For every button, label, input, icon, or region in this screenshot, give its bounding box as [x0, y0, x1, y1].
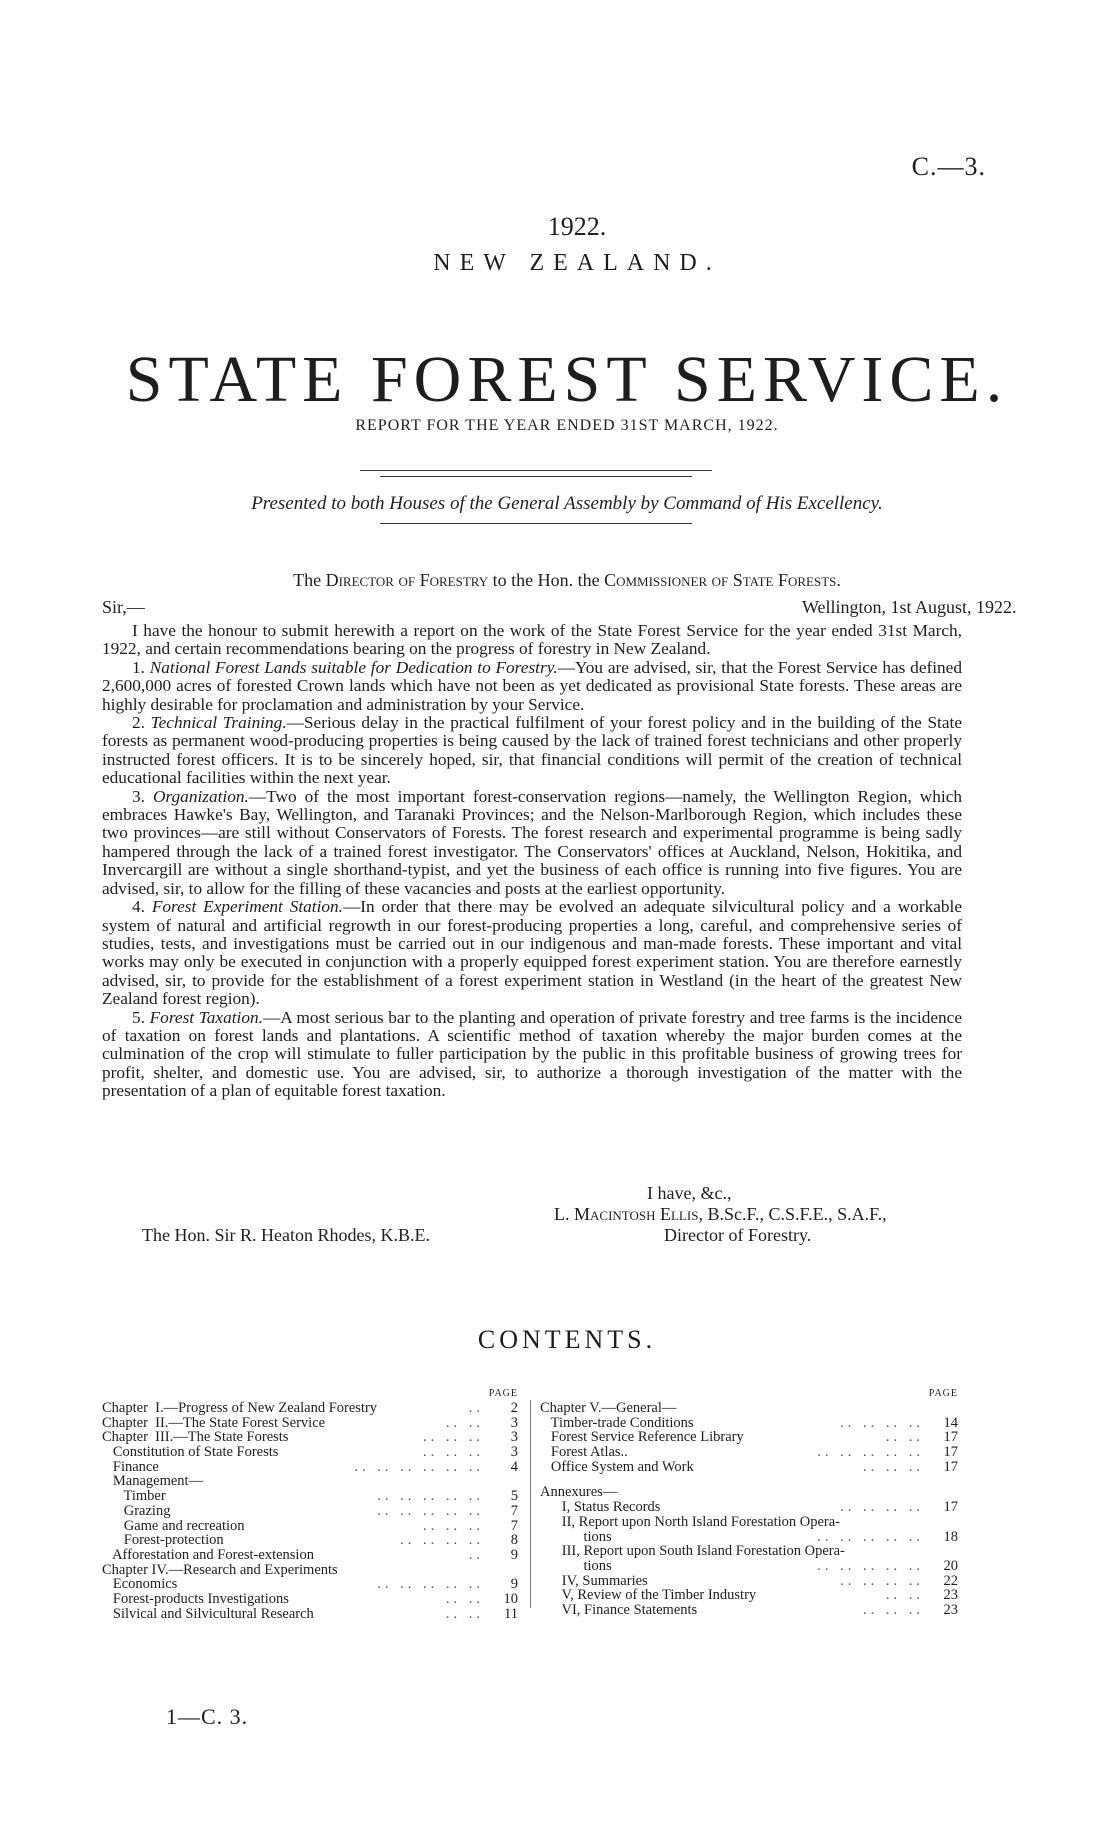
- paragraph-number: 2.: [132, 713, 145, 733]
- contents-entry-page: 7: [510, 1502, 518, 1519]
- contents-entry-page: 7: [510, 1517, 518, 1534]
- contents-entry-leader: .. .. .. ..: [840, 1499, 924, 1516]
- contents-entry: [540, 1544, 958, 1559]
- contents-entry-page: 18: [943, 1528, 958, 1545]
- paragraph-heading: Forest Experiment Station.: [151, 897, 343, 917]
- paragraph-body: —Serious delay in the practical fulfilment of your forest policy and in the building of the State forests as permanent wood-producing properties is being caused by the lack of trained forest technicians and other properly instructed forest officers. It is to be sincerely hoped, sir, that financial conditions will permit of the creation of technical educational facilities within the next year.: [102, 713, 962, 788]
- signatory: [554, 1204, 887, 1225]
- paragraph-number: 5.: [132, 1007, 145, 1027]
- contents-entry: [540, 1559, 958, 1574]
- contents-entry-label: Timber: [102, 1488, 166, 1505]
- contents-entry: [102, 1563, 518, 1578]
- contents-entry-page: 17: [943, 1458, 958, 1475]
- dateline: Wellington, 1st August, 1922.: [802, 597, 1017, 617]
- contents-entry-label: Annexures—: [540, 1484, 618, 1501]
- contents-entry-label: II, Report upon North Island Forestation Opera-: [540, 1513, 841, 1530]
- contents-entry-page: 3: [510, 1414, 518, 1431]
- contents-entry: [540, 1445, 958, 1460]
- document-serial: C.—3.: [911, 152, 986, 181]
- contents-entry-page: 17: [943, 1429, 958, 1446]
- contents-entry: [102, 1533, 518, 1548]
- contents-entry-label: tions: [540, 1557, 612, 1574]
- contents-entry-label: I, Status Records: [540, 1499, 661, 1516]
- contents-entry-leader: ..: [468, 1400, 484, 1416]
- contents-entry-label: Game and recreation: [102, 1517, 245, 1534]
- signatory-title: Director of Forestry.: [664, 1225, 812, 1245]
- contents-entry-label: tions: [540, 1528, 612, 1545]
- page-identifier: 1—C. 3.: [166, 1704, 249, 1729]
- letter-paragraph-1: [102, 659, 962, 714]
- contents-left-column: [102, 1387, 518, 1621]
- contents-entry-leader: .. .. .. ..: [840, 1572, 924, 1589]
- contents-entry-page: 3: [510, 1429, 518, 1446]
- letter-paragraph-5: [102, 1009, 962, 1101]
- contents-entry-label: VI, Finance Statements: [540, 1601, 698, 1618]
- country-heading: NEW ZEALAND.: [433, 250, 721, 276]
- heading-from: Director of Forestry: [325, 570, 489, 590]
- contents-entry-label: Afforestation and Forest-extension: [102, 1546, 314, 1563]
- page-column-heading: PAGE: [488, 1388, 518, 1399]
- contents-entry: [540, 1588, 958, 1603]
- paragraph-heading: National Forest Lands suitable for Dedication to Forestry.: [149, 657, 558, 677]
- contents-entry-label: Chapter V.—General—: [540, 1400, 677, 1416]
- contents-entry-leader: .. ..: [445, 1414, 484, 1431]
- contents-entry-page: 17: [943, 1499, 958, 1516]
- contents-entry: [540, 1430, 958, 1445]
- contents-entry: [102, 1504, 518, 1519]
- contents-entry: [102, 1577, 518, 1592]
- contents-entry: [102, 1592, 518, 1607]
- contents-entry-page: 14: [943, 1414, 958, 1431]
- paragraph-number: 3.: [132, 786, 145, 806]
- contents-entry: [102, 1489, 518, 1504]
- contents-entry-page: 10: [503, 1590, 518, 1607]
- contents-entry: [102, 1519, 518, 1534]
- contents-entry-leader: .. .. .. .. ..: [377, 1502, 484, 1519]
- signatory-surname: Macintosh Ellis: [574, 1204, 699, 1224]
- contents-entry-leader: .. .. ..: [863, 1458, 924, 1475]
- contents-entry: [540, 1515, 958, 1530]
- contents-entry-label: Chapter I.—Progress of New Zealand Forestry: [102, 1400, 378, 1416]
- paragraph-heading: Forest Taxation.: [149, 1007, 263, 1027]
- contents-entry: [540, 1416, 958, 1431]
- divider-top: [360, 470, 712, 471]
- divider-top-short: [380, 476, 692, 477]
- contents-entry-label: Timber-trade Conditions: [540, 1414, 694, 1431]
- contents-entry-label: Economics: [102, 1576, 178, 1593]
- contents-divider: [530, 1400, 531, 1608]
- signatory-initial: L.: [554, 1204, 574, 1224]
- contents-entry-page: 5: [510, 1488, 518, 1505]
- paragraph-number: 4.: [132, 897, 145, 917]
- contents-entry-page: 2: [510, 1400, 518, 1416]
- contents-entry: [102, 1430, 518, 1445]
- contents-entry-label: Finance: [102, 1458, 159, 1475]
- contents-entry-page: 9: [510, 1576, 518, 1593]
- contents-entry-leader: .. .. ..: [863, 1601, 924, 1618]
- contents-entry: [540, 1460, 958, 1475]
- contents-entry: [102, 1607, 518, 1622]
- contents-entry-page: 22: [943, 1572, 958, 1589]
- letter-paragraph-4: [102, 898, 962, 1008]
- contents-entry-label: V, Review of the Timber Industry: [540, 1587, 757, 1604]
- paragraph-body: —A most serious bar to the planting and operation of private forestry and tree farms is the incidence of taxation on forest lands and plantations. A scientific method of taxation whereby the major burden comes at the culmination of the crop will stimulate to fuller participation by the public in this profitable business of growing trees for profit, shelter, and domestic use. You are advised, sir, to authorize a thorough investigation of the matter with the presentation of a plan of equitable forest taxation.: [102, 1007, 962, 1101]
- contents-entry-leader: .. .. ..: [423, 1517, 484, 1534]
- heading-end: .: [836, 570, 841, 590]
- contents-entry-page: 8: [510, 1532, 518, 1549]
- contents-entry-label: Forest-products Investigations: [102, 1590, 289, 1607]
- contents-entry-label: Chapter III.—The State Forests: [102, 1429, 289, 1446]
- contents-entry-page: 17: [943, 1444, 958, 1461]
- contents-entry-leader: .. .. ..: [423, 1444, 484, 1461]
- contents-entry-page: 23: [943, 1601, 958, 1618]
- contents-entry-label: Management—: [102, 1473, 204, 1490]
- contents-entry: [540, 1485, 958, 1500]
- divider-bottom: [380, 523, 692, 524]
- contents-title: CONTENTS.: [477, 1325, 657, 1354]
- contents-entry-label: Constitution of State Forests: [102, 1444, 279, 1461]
- report-subtitle: REPORT FOR THE YEAR ENDED 31ST MARCH, 1922.: [355, 417, 779, 434]
- contents-entry-page: 20: [943, 1557, 958, 1574]
- paragraph-heading: Organization.: [152, 786, 249, 806]
- contents-entry: [102, 1416, 518, 1431]
- salutation: Sir,—: [102, 597, 145, 617]
- signatory-quals: , B.Sc.F., C.S.F.E., S.A.F.,: [698, 1204, 887, 1224]
- contents-entry-label: IV, Summaries: [540, 1572, 648, 1589]
- letter-intro: I have the honour to submit herewith a report on the work of the State Forest Service for the year ended 31st March, 1922, and certain recommendations bearing on the progress of forestry in New Zealand.: [102, 621, 962, 659]
- paragraph-body: —You are advised, sir, that the Forest Service has defined 2,600,000 acres of forested Crown lands which have not been as yet dedicated as provisional State forests. These areas are highly desirable for proclamation and administration by your Service.: [102, 657, 962, 714]
- contents-entry: [540, 1603, 958, 1618]
- heading-to: Commissioner of State Forests: [604, 570, 837, 590]
- contents-entry-leader: .. ..: [885, 1587, 924, 1604]
- contents-entry-leader: .. .. .. .. ..: [377, 1488, 484, 1505]
- contents-entry-page: 23: [943, 1587, 958, 1604]
- contents-entry: [102, 1401, 518, 1416]
- contents-entry-label: Forest Atlas..: [540, 1444, 628, 1461]
- contents-entry-leader: .. .. .. .. ..: [377, 1576, 484, 1593]
- page-title: STATE FOREST SERVICE.: [125, 343, 1009, 416]
- contents-entry-leader: .. .. .. ..: [400, 1532, 484, 1549]
- paragraph-body: —Two of the most important forest-conservation regions—namely, the Wellington Region, which embraces Hawke's Bay, Wellington, and Taranaki Provinces; and the Nelson-Marlborough Region, which includes these two provinces—are still without Conservators of Forests. The forest research and experimental programme is being sadly hampered through the lack of a trained forest investigator. The Conservators' offices at Auckland, Nelson, Hokitika, and Invercargill are without a single shorthand-typist, and yet the business of each office is running into five figures. You are advised, sir, to allow for the filling of these vacancies and posts at the earliest opportunity.: [102, 786, 963, 898]
- contents-entry-label: Forest Service Reference Library: [540, 1429, 744, 1446]
- contents-entry-page: 3: [510, 1444, 518, 1461]
- paragraph-body: —In order that there may be evolved an adequate silvicultural policy and a workable system of natural and artificial regrowth in our forest-producing properties a long, careful, and comprehensive series of studies, tests, and investigations must be carried out in our indigenous and man-made forests. These important and vital works may only be executed in conjunction with a properly equipped forest experiment station. You are therefore earnestly advised, sir, to provide for the establishment of a forest experiment station in Westland (in the heart of the greatest New Zealand forest region).: [102, 897, 962, 1009]
- contents-entry-label: III, Report upon South Island Forestation Opera-: [540, 1543, 845, 1560]
- letter-body: [102, 622, 962, 1101]
- contents-entry: [102, 1548, 518, 1563]
- contents-entry-page: 11: [504, 1605, 518, 1622]
- contents-entry: [540, 1530, 958, 1545]
- heading-pre: The: [293, 570, 326, 590]
- contents-entry: [540, 1401, 958, 1416]
- presentation-line: Presented to both Houses of the General Assembly by Command of His Excellency.: [251, 493, 883, 514]
- letter-paragraph-2: [102, 714, 962, 788]
- contents-entry-leader: .. .. .. .. .. ..: [354, 1458, 484, 1475]
- contents-entry: [102, 1460, 518, 1475]
- contents-entry-label: Silvical and Silvicultural Research: [102, 1605, 314, 1622]
- contents-entry-leader: .. .. .. .. ..: [817, 1444, 924, 1461]
- contents-entry-label: Grazing: [102, 1502, 171, 1519]
- document-year: 1922.: [547, 212, 607, 241]
- contents-entry-page: 4: [510, 1458, 518, 1475]
- addressee: The Hon. Sir R. Heaton Rhodes, K.B.E.: [142, 1225, 430, 1245]
- contents-entry-leader: .. ..: [885, 1429, 924, 1446]
- contents-entry-label: Office System and Work: [540, 1458, 694, 1475]
- contents-entry-label: Chapter IV.—Research and Experiments: [102, 1561, 338, 1578]
- contents-entry-leader: ..: [468, 1546, 484, 1563]
- contents-right-column: [540, 1387, 958, 1618]
- paragraph-heading: Technical Training.: [150, 713, 287, 733]
- contents-entry-leader: .. .. ..: [423, 1429, 484, 1446]
- contents-entry: [102, 1445, 518, 1460]
- closing: I have, &c.,: [647, 1183, 732, 1203]
- contents-entry-leader: .. ..: [445, 1605, 484, 1622]
- letter-heading: [0, 570, 1114, 591]
- paragraph-number: 1.: [132, 657, 145, 677]
- contents-entry: [102, 1474, 518, 1489]
- contents-entry-leader: .. .. .. .. ..: [817, 1528, 924, 1545]
- contents-entry-page: 9: [510, 1546, 518, 1563]
- page-column-heading: PAGE: [928, 1388, 958, 1399]
- contents-entry: [540, 1574, 958, 1589]
- contents-entry-label: Forest-protection: [102, 1532, 224, 1549]
- contents-entry-leader: .. ..: [445, 1590, 484, 1607]
- contents-entry-leader: .. .. .. ..: [840, 1414, 924, 1431]
- contents-entry: [540, 1500, 958, 1515]
- contents-entry-leader: .. .. .. .. ..: [817, 1557, 924, 1574]
- letter-paragraph-3: [102, 788, 962, 898]
- contents-entry-label: Chapter II.—The State Forest Service: [102, 1414, 326, 1431]
- heading-mid: to the Hon. the: [488, 570, 605, 590]
